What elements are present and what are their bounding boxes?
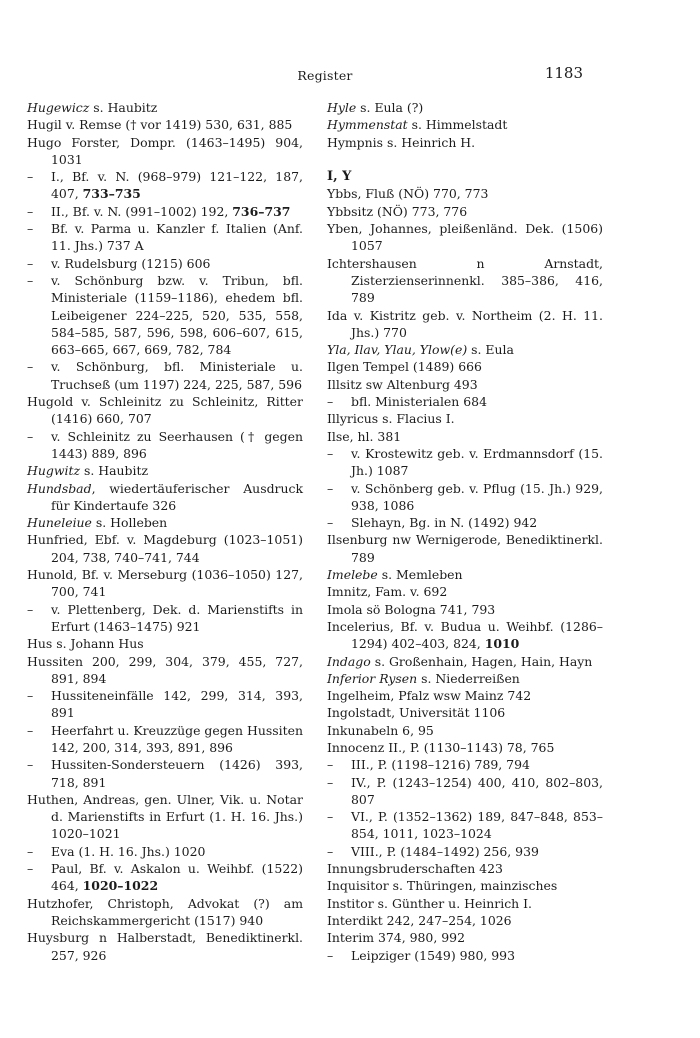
index-entry [327, 410, 603, 427]
subentry-dash: – [327, 394, 334, 410]
index-entry [327, 203, 603, 220]
entry-text: Hympnis s. Heinrich H. [327, 134, 476, 150]
subentry-dash: – [327, 774, 334, 790]
index-entry [27, 393, 303, 428]
subentry-dash: – [327, 947, 334, 963]
entry-text: s. Eula (?) [356, 100, 424, 115]
index-entry [27, 99, 303, 116]
index-entry [27, 531, 303, 566]
entry-text: Ingolstadt, Universität 1106 [327, 705, 506, 721]
index-entry [27, 462, 303, 479]
index-subentry [327, 774, 603, 809]
entry-term-italic: Yla, Ilav, Ylau, Ylow(e) [327, 342, 468, 358]
index-entry [327, 618, 603, 653]
entry-text: Hussiten-Sondersteuern (1426) 393, 718, 891 [51, 757, 303, 790]
index-subentry [27, 860, 303, 895]
entry-text: Institor s. Günther u. Heinrich I. [327, 895, 533, 911]
entry-text: v. Schönburg, bfl. Ministeriale u. Truchseß (um 1197) 224, 225, 587, 596 [51, 359, 303, 392]
index-subentry [327, 843, 603, 860]
entry-text: Hutzhofer, Christoph, Advokat (?) am Reichskammergericht (1517) 940 [27, 895, 303, 928]
entry-text: Hunfried, Ebf. v. Magdeburg (1023–1051) 204, 738, 740–741, 744 [27, 532, 303, 565]
index-entry [27, 480, 303, 515]
entry-text: Hunold, Bf. v. Merseburg (1036–1050) 127, 700, 741 [27, 567, 303, 600]
entry-text: s. Holleben [91, 515, 168, 531]
index-entry [327, 220, 603, 255]
entry-text: Hussiten 200, 299, 304, 379, 455, 727, 891, 894 [27, 653, 303, 686]
index-entry [27, 134, 303, 169]
entry-text: Illyricus s. Flacius I. [327, 411, 455, 427]
index-entry [327, 341, 603, 358]
index-entry [327, 134, 603, 151]
entry-text: v. Rudelsburg (1215) 606 [51, 255, 211, 271]
entry-text: Slehayn, Bg. in N. (1492) 942 [351, 515, 538, 531]
entry-term-italic: Hundsbad [27, 480, 92, 496]
subentry-dash: – [327, 809, 334, 825]
index-entry [27, 895, 303, 930]
index-entry [327, 912, 603, 929]
entry-text: s. Großenhain, Hagen, Hain, Hayn [370, 653, 593, 669]
index-entry [327, 601, 603, 618]
entry-text: , wiedertäuferischer Ausdruck für Kindertaufe 326 [51, 480, 303, 513]
entry-text: v. Schleinitz zu Seerhausen († gegen 1443) 889, 896 [51, 428, 303, 461]
entry-text: Ida v. Kistritz geb. v. Northeim (2. H. 11. Jhs.) 770 [327, 307, 603, 340]
index-subentry [327, 445, 603, 480]
entry-text: Heerfahrt u. Kreuzzüge gegen Hussiten 142, 200, 314, 393, 891, 896 [51, 722, 303, 755]
subentry-dash: – [27, 221, 34, 237]
running-head: Register [297, 68, 353, 83]
entry-text: Hussiteneinfälle 142, 299, 314, 393, 891 [51, 688, 303, 721]
entry-text: Ingelheim, Pfalz wsw Mainz 742 [327, 688, 532, 704]
subentry-dash: – [27, 688, 34, 704]
index-entry [327, 929, 603, 946]
entry-text: Ybbsitz (NÖ) 773, 776 [327, 203, 468, 219]
entry-text: s. Haubitz [80, 463, 149, 479]
entry-term-italic: Imelebe [327, 567, 378, 583]
entry-text: IV., P. (1243–1254) 400, 410, 802–803, 807 [351, 774, 603, 807]
entry-text: v. Schönburg bzw. v. Tribun, bfl. Ministeriale (1159–1186), ehedem bfl. Leibeigener 224–225, 520, 535, 558, 584–585, 587, 596, 598, 606–607, 615, 663–665, 667, 669, 782, 784 [51, 272, 303, 358]
entry-text: Hugold v. Schleinitz zu Schleinitz, Ritter (1416) 660, 707 [27, 394, 303, 427]
entry-text: I., Bf. v. N. (968–979) 121–122, 187, 407, [51, 169, 303, 202]
entry-text: Ilgen Tempel (1489) 666 [327, 359, 482, 375]
page-header [0, 64, 700, 88]
index-entry [27, 566, 303, 601]
index-subentry [327, 393, 603, 410]
entry-term-italic: Huneleiue [27, 515, 92, 531]
index-entry [327, 739, 603, 756]
entry-text: Leipziger (1549) 980, 993 [351, 947, 516, 963]
index-entry [327, 722, 603, 739]
subentry-dash: – [27, 428, 34, 444]
subentry-dash: – [27, 272, 34, 288]
index-column-right [327, 99, 603, 964]
entry-text: bfl. Ministerialen 684 [351, 394, 487, 410]
entry-text: s. Haubitz [89, 100, 158, 115]
index-subentry [27, 843, 303, 860]
index-subentry [327, 480, 603, 515]
index-entry [327, 895, 603, 912]
entry-text: Ilse, hl. 381 [327, 428, 402, 444]
entry-page-bold: 736–737 [232, 203, 291, 219]
index-entry [327, 116, 603, 133]
index-entry [27, 929, 303, 964]
entry-text: s. Niederreißen [417, 670, 520, 686]
entry-text: III., P. (1198–1216) 789, 794 [351, 757, 530, 773]
index-entry [27, 116, 303, 133]
subentry-dash: – [27, 757, 34, 773]
index-entry [327, 877, 603, 894]
entry-text: Illsitz sw Altenburg 493 [327, 376, 478, 392]
entry-term-italic: Hymmenstat [327, 117, 408, 133]
index-entry [327, 583, 603, 600]
index-entry [27, 653, 303, 688]
index-subentry [27, 220, 303, 255]
entry-text: v. Plettenberg, Dek. d. Marienstifts in Erfurt (1463–1475) 921 [51, 601, 303, 634]
index-subentry [27, 272, 303, 358]
index-entry [27, 635, 303, 652]
entry-text: Ybbs, Fluß (NÖ) 770, 773 [327, 186, 489, 202]
entry-text: Hus s. Johann Hus [27, 636, 144, 652]
entry-page-bold: 1010 [484, 636, 520, 652]
index-entry [327, 687, 603, 704]
index-subentry [327, 808, 603, 843]
index-entry [327, 428, 603, 445]
entry-text: s. Memleben [377, 567, 463, 583]
subentry-dash: – [27, 359, 34, 375]
subentry-dash: – [327, 480, 334, 496]
entry-text: Incelerius, Bf. v. Budua u. Weihbf. (1286–1294) 402–403, 824, [327, 618, 603, 652]
index-subentry [27, 722, 303, 757]
entry-term-italic: Inferior Rysen [327, 670, 418, 686]
entry-page-bold: 733–735 [82, 186, 141, 202]
index-entry [327, 670, 603, 687]
entry-text: VIII., P. (1484–1492) 256, 939 [351, 843, 539, 859]
entry-text: Inkunabeln 6, 95 [327, 722, 434, 738]
entry-text: Innungsbruderschaften 423 [327, 861, 503, 877]
entry-text: Hugo Forster, Dompr. (1463–1495) 904, 1031 [27, 134, 303, 167]
entry-text: Imola sö Bologna 741, 793 [327, 601, 496, 617]
subentry-dash: – [27, 169, 34, 185]
entry-text: VI., P. (1352–1362) 189, 847–848, 853–854, 1011, 1023–1024 [351, 809, 603, 842]
entry-text: Huthen, Andreas, gen. Ulner, Vik. u. Notar d. Marienstifts in Erfurt (1. H. 16. Jhs.) 1020–1021 [27, 791, 303, 842]
entry-text: Paul, Bf. v. Askalon u. Weihbf. (1522) 464, [51, 861, 303, 894]
subentry-dash: – [327, 515, 334, 531]
entry-text: v. Schönberg geb. v. Pflug (15. Jh.) 929, 938, 1086 [351, 480, 603, 513]
entry-term-italic: Hyle [327, 100, 357, 115]
subentry-dash: – [27, 601, 34, 617]
index-subentry [327, 514, 603, 531]
entry-text: Ilsenburg nw Wernigerode, Benediktinerkl. 789 [327, 532, 603, 565]
subentry-dash: – [27, 843, 34, 859]
index-entry [327, 255, 603, 307]
entry-text: v. Krostewitz geb. v. Erdmannsdorf (15. Jh.) 1087 [351, 445, 603, 479]
index-subentry [27, 203, 303, 220]
index-subentry [27, 601, 303, 636]
entry-text: Interim 374, 980, 992 [327, 930, 465, 946]
entry-term-italic: Indago [327, 653, 371, 669]
index-entry [27, 791, 303, 843]
entry-text: Ichtershausen n Arnstadt, Zisterzienserinnenkl. 385–386, 416, 789 [327, 255, 603, 306]
entry-text: Huysburg n Halberstadt, Benediktinerkl. 257, 926 [27, 930, 303, 963]
index-entry [327, 99, 603, 116]
index-entry [327, 185, 603, 202]
index-subentry [27, 255, 303, 272]
index-subentry [27, 687, 303, 722]
index-entry [327, 653, 603, 670]
section-heading: I, Y [327, 169, 352, 185]
index-entry [327, 566, 603, 583]
index-entry [327, 358, 603, 375]
entry-text: s. Eula [467, 342, 514, 358]
index-subentry [327, 756, 603, 773]
subentry-dash: – [27, 722, 34, 738]
index-entry [327, 531, 603, 566]
index-subentry [27, 358, 303, 393]
subentry-dash: – [327, 757, 334, 773]
index-subentry [27, 168, 303, 203]
entry-text: Innocenz II., P. (1130–1143) 78, 765 [327, 739, 555, 755]
entry-text: Bf. v. Parma u. Kanzler f. Italien (Anf. 11. Jhs.) 737 A [51, 221, 303, 254]
index-subentry [327, 947, 603, 964]
subentry-dash: – [27, 861, 34, 877]
entry-text: Interdikt 242, 247–254, 1026 [327, 912, 512, 928]
index-entry [327, 860, 603, 877]
subentry-dash: – [27, 255, 34, 271]
subentry-dash: – [327, 843, 334, 859]
section-gap [327, 151, 603, 168]
entry-text: Hugil v. Remse († vor 1419) 530, 631, 885 [27, 117, 293, 133]
index-entry [327, 307, 603, 342]
entry-text: s. Himmelstadt [407, 117, 508, 133]
subentry-dash: – [327, 445, 334, 461]
entry-term-italic: Hugwitz [27, 463, 80, 479]
entry-term-italic: Hugewicz [27, 100, 90, 115]
index-subentry [27, 428, 303, 463]
entry-text: Imnitz, Fam. v. 692 [327, 584, 448, 600]
entry-text: Eva (1. H. 16. Jhs.) 1020 [51, 843, 206, 859]
index-subentry [27, 756, 303, 791]
entry-page-bold: 1020–1022 [82, 878, 159, 894]
index-entry [327, 376, 603, 393]
page-number: 1183 [544, 64, 583, 82]
entry-text: Inquisitor s. Thüringen, mainzisches [327, 878, 558, 894]
index-entry [27, 514, 303, 531]
subentry-dash: – [27, 203, 34, 219]
index-column-left [27, 99, 303, 964]
index-entry [327, 704, 603, 721]
entry-text: II., Bf. v. N. (991–1002) 192, [51, 203, 233, 219]
entry-text: Yben, Johannes, pleißenländ. Dek. (1506) 1057 [327, 221, 603, 254]
